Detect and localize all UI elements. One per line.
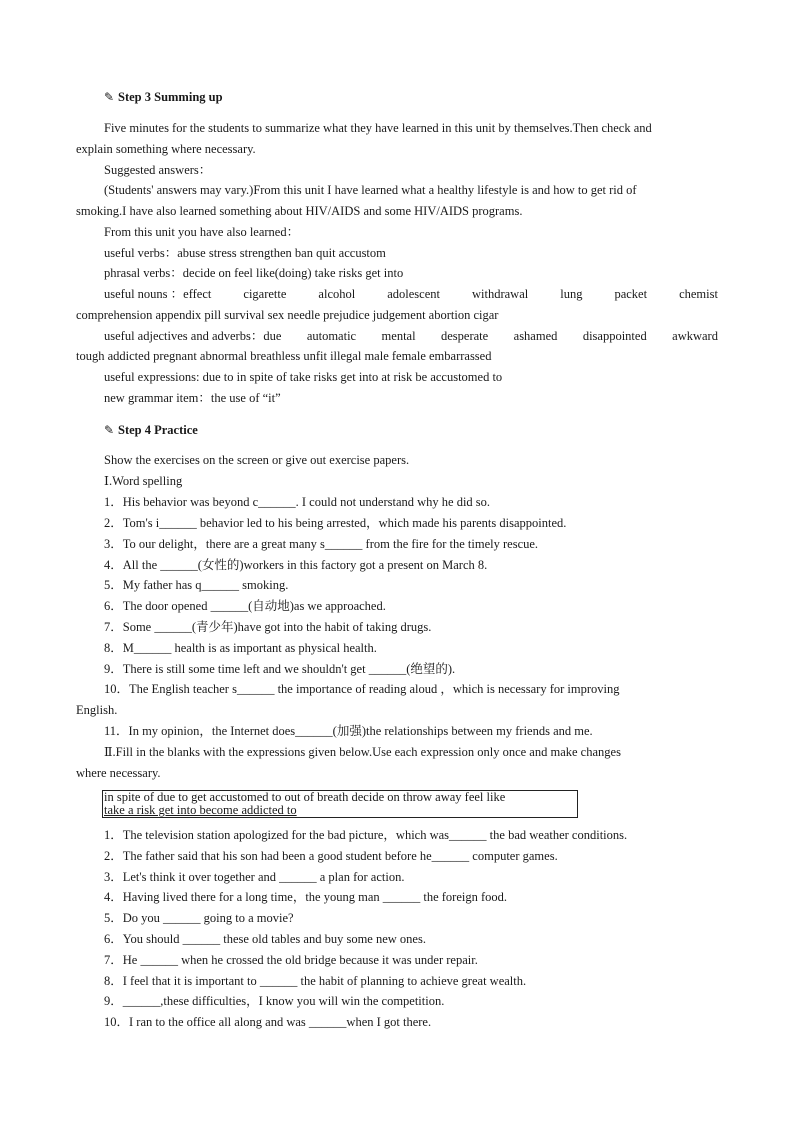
also-learned-label: From this unit you have also learned： [104,225,300,239]
spelling-question: 1．His behavior was beyond c______. I could not understand why he did so. [104,495,491,509]
fill-question: 2．The father said that his son had been a good student before he______ computer games. [104,849,558,863]
spelling-question: 9．There is still some time left and we shouldn't get ______(绝望的). [104,662,456,676]
adjective-item: useful adjectives and adverbs：due [104,329,282,343]
adjective-item: disappointed [582,329,647,343]
answer-line1: (Students' answers may vary.)From this unit I have learned what a healthy lifestyle is and how to get rid of [104,183,637,197]
fill-question: 5．Do you ______ going to a movie? [104,911,294,925]
fill-question: 1．The television station apologized for the bad picture，which was______ the bad weather conditions. [104,828,628,842]
spelling-question: 10．The English teacher s______ the importance of reading aloud ，which is necessary for improving [104,682,620,696]
fill-question: 9．______,these difficulties，I know you will win the competition. [104,994,445,1008]
step4-heading [104,423,198,437]
step4-instructions: Show the exercises on the screen or give out exercise papers. [104,453,410,467]
part2-title-line1: Ⅱ.Fill in the blanks with the expressions given below.Use each expression only once and make changes [104,745,621,759]
useful-nouns-line2: comprehension appendix pill survival sex needle prejudice judgement abortion cigar [76,308,499,322]
useful-adjectives-line2: tough addicted pregnant abnormal breathless unfit illegal male female embarrassed [76,349,492,363]
spelling-question: 6．The door opened ______(自动地)as we approached. [104,599,386,613]
adjective-item: ashamed [513,329,558,343]
pencil-icon: ✎ [104,90,115,104]
spelling-question: 11．In my opinion，the Internet does______(加强)the relationships between my friends and me. [104,724,593,738]
noun-item: withdrawal [471,287,529,301]
answer-line2: smoking.I have also learned something about HIV/AIDS and some HIV/AIDS programs. [76,204,523,218]
spelling-question: 2．Tom's i______ behavior led to his being arrested，which made his parents disappointed. [104,516,567,530]
spelling-question: 3．To our delight，there are a great many s______ from the fire for the timely rescue. [104,537,539,551]
adjective-item: automatic [306,329,357,343]
fill-question: 10．I ran to the office all along and was ______when I got there. [104,1015,432,1029]
noun-item: packet [614,287,648,301]
fill-question: 7．He ______ when he crossed the old bridge because it was under repair. [104,953,478,967]
spelling-question: 7．Some ______(青少年)have got into the habit of taking drugs. [104,620,432,634]
fill-question: 3．Let's think it over together and ______ a plan for action. [104,870,405,884]
part1-title: Ⅰ.Word spelling [104,474,183,488]
fill-question: 8．I feel that it is important to ______ the habit of planning to achieve great wealth. [104,974,527,988]
spelling-question-continued: English. [76,703,118,717]
expression-box [102,790,578,818]
fill-question: 6．You should ______ these old tables and buy some new ones. [104,932,426,946]
adjective-item: desperate [441,329,489,343]
new-grammar-item: new grammar item：the use of “it” [104,391,281,405]
expression-box-line1: in spite of due to get accustomed to out of breath decide on throw away feel like [104,790,506,804]
spelling-question: 8．M______ health is as important as physical health. [104,641,377,655]
expression-box-line2 [104,804,297,817]
fill-question: 4．Having lived there for a long time，the young man ______ the foreign food. [104,890,508,904]
noun-item: useful nouns ：effect [104,287,212,301]
useful-nouns-line1 [104,287,718,301]
step3-intro-line1: Five minutes for the students to summarize what they have learned in this unit by themselves.Then check and [104,121,652,135]
pencil-icon: ✎ [104,423,115,437]
useful-expressions: useful expressions: due to in spite of take risks get into at risk be accustomed to [104,370,503,384]
step3-intro-line2: explain something where necessary. [76,142,256,156]
adjective-item: awkward [672,329,718,343]
noun-item: chemist [679,287,718,301]
step3-heading [104,90,223,104]
phrasal-verbs: phrasal verbs：decide on feel like(doing) take risks get into [104,266,404,280]
expression-box-line2-text: take a risk get into become addicted to [104,803,297,817]
step3-title: Step 3 Summing up [118,90,223,104]
noun-item: lung [560,287,583,301]
useful-adjectives-line1 [104,329,718,343]
useful-verbs: useful verbs：abuse stress strengthen ban quit accustom [104,246,386,260]
noun-item: alcohol [318,287,356,301]
noun-item: adolescent [387,287,440,301]
noun-item: cigarette [243,287,287,301]
spelling-question: 4．All the ______(女性的)workers in this factory got a present on March 8. [104,558,488,572]
spelling-question: 5．My father has q______ smoking. [104,578,289,592]
part2-title-line2: where necessary. [76,766,161,780]
suggested-answers-label: Suggested answers： [104,163,212,177]
adjective-item: mental [381,329,416,343]
step4-title: Step 4 Practice [118,423,198,437]
